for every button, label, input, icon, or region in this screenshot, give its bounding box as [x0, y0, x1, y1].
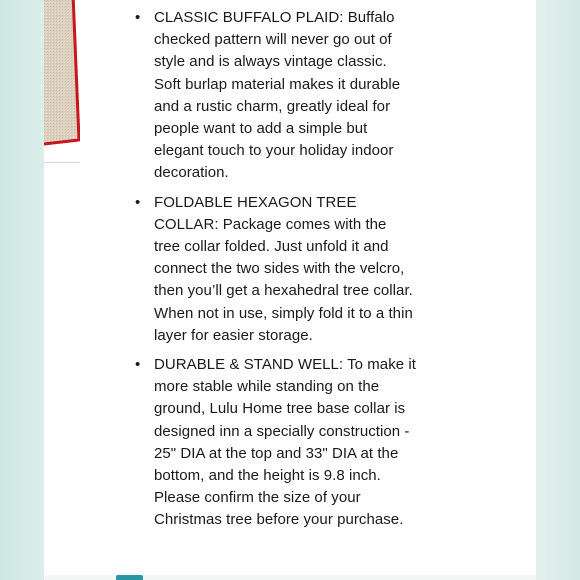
- bullet-icon: •: [135, 9, 141, 26]
- feature-text: DURABLE & STAND WELL: To make it more stable while standing on the ground, Lulu Home tree base collar is designed inn a specially construction - 25" DIA at the top and 33" DIA at the bottom, and the height is 9.8 inch. Please confirm the size of your Christmas tree before your purchase.: [154, 356, 416, 529]
- product-image-thumbnail[interactable]: [44, 0, 80, 154]
- feature-item-foldable-hexagon: [135, 192, 416, 347]
- feature-text: CLASSIC BUFFALO PLAID: Buffalo checked pattern will never go out of style and is always vintage classic. Soft burlap material makes it durable and a rustic charm, greatly ideal for people want to add a simple but elegant touch to your holiday indoor decoration.: [154, 9, 401, 182]
- image-divider: [44, 162, 80, 163]
- feature-bullet-list: [135, 7, 416, 539]
- bottom-tab-indicator[interactable]: [116, 575, 143, 580]
- bullet-icon: •: [135, 193, 141, 211]
- listing-screen: [44, 0, 536, 580]
- feature-text: FOLDABLE HEXAGON TREE COLLAR: Package comes with the tree collar folded. Just unfold it and connect the two sides with the velcro, then you’ll get a hexahedral tree collar. When not in use, simply fold it to a thin layer for easier storage.: [154, 193, 413, 344]
- bullet-icon: •: [135, 356, 141, 374]
- feature-item-durable-stand: [135, 354, 416, 532]
- feature-item-buffalo-plaid: [135, 7, 416, 185]
